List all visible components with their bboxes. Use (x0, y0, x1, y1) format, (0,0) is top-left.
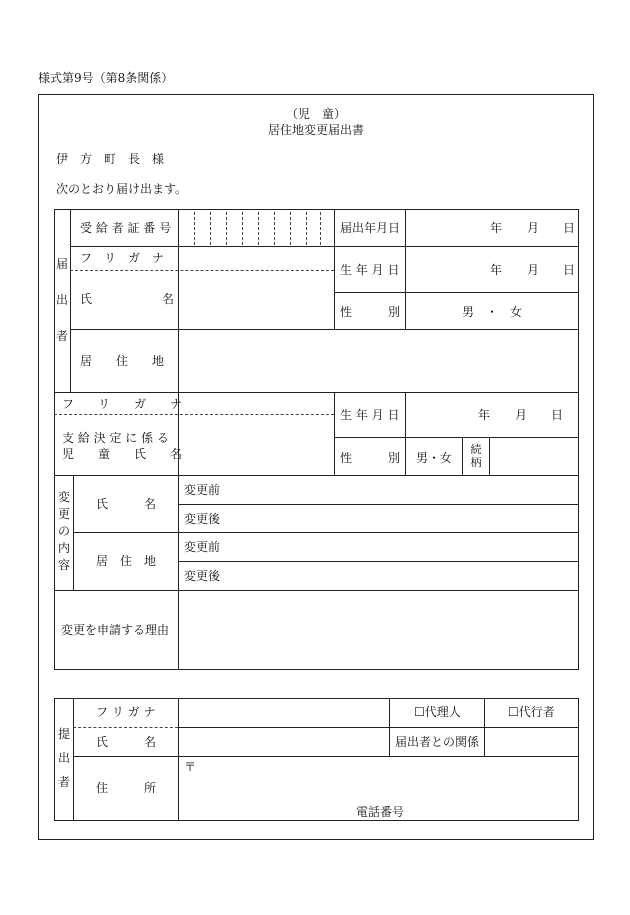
notifier-furigana-label: フ リ ガ ナ (80, 251, 165, 265)
agent-checkbox[interactable]: ☐代理人 (414, 705, 461, 719)
child-sex-options: 男・女 (416, 451, 453, 465)
relationship-to-notifier-label: 届出者との関係 (395, 735, 480, 749)
notifier-name-label-2: 名 (162, 292, 175, 306)
form-title: 居住地変更届出書 (267, 123, 364, 137)
cert-digit-divider (210, 212, 211, 245)
notifier-side-label: 届 出 者 (55, 257, 68, 343)
change-name-label: 氏 名 (96, 497, 157, 511)
table-divider (334, 392, 335, 475)
table-divider (73, 698, 74, 821)
table-divider (334, 292, 579, 293)
child-birthdate-label: 生 年 月 日 (340, 408, 400, 422)
table-divider (178, 561, 579, 562)
child-name-label-line1: 支 給 決 定 に 係 る (62, 431, 169, 445)
intro-text: 次のとおり届け出ます。 (56, 182, 188, 196)
notifier-sex-options: 男 ・ 女 (462, 305, 523, 319)
table-divider (405, 209, 406, 330)
name-after-label: 変更後 (184, 512, 221, 526)
cert-digit-divider (226, 212, 227, 245)
table-divider (178, 504, 579, 505)
submitter-name-label: 氏 名 (96, 735, 157, 749)
name-before-label: 変更前 (184, 483, 221, 497)
submitter-furigana-divider (73, 727, 178, 728)
child-name-label-line2: 児 童 氏 名 (62, 447, 183, 461)
title-sub: （児 童） (285, 107, 346, 121)
table-divider (178, 727, 579, 728)
table-divider (73, 756, 579, 757)
table-divider (178, 698, 179, 821)
table-divider (54, 590, 579, 591)
table-border (54, 698, 579, 699)
child-birth-unit-year: 年 (478, 408, 491, 422)
table-divider (54, 392, 579, 393)
cert-digit-divider (194, 212, 195, 245)
table-divider (489, 437, 490, 475)
recipient-cert-label: 受 給 者 証 番 号 (80, 221, 172, 235)
child-furigana-divider (54, 414, 334, 415)
proxy-checkbox[interactable]: ☐代行者 (508, 705, 555, 719)
table-divider (54, 475, 579, 476)
change-side-label: 変 更 の 内 容 (57, 490, 70, 572)
table-border (54, 820, 579, 821)
table-divider (70, 209, 71, 392)
furigana-divider (70, 270, 334, 271)
residence-after-label: 変更後 (184, 569, 221, 583)
notifier-sex-label: 性 別 (340, 305, 401, 319)
table-divider (70, 329, 579, 330)
reason-label: 変更を申請する理由 (61, 623, 170, 637)
table-divider (178, 209, 179, 670)
notifier-residence-label: 居 住 地 (80, 354, 165, 368)
table-divider (73, 532, 579, 533)
cert-digit-divider (258, 212, 259, 245)
date-unit-year: 年 (490, 221, 503, 235)
postal-mark: 〒 (184, 760, 197, 774)
table-divider (334, 209, 335, 330)
table-divider (462, 437, 463, 475)
table-divider (334, 437, 579, 438)
table-border (54, 209, 579, 210)
notifier-name-label-1: 氏 (80, 292, 93, 306)
cert-digit-divider (320, 212, 321, 245)
birth-unit-month: 月 (527, 263, 540, 277)
submitter-side-label: 提 出 者 (57, 727, 70, 789)
date-unit-month: 月 (527, 221, 540, 235)
form-frame (38, 94, 594, 840)
table-border (54, 669, 579, 670)
child-sex-label: 性 別 (340, 451, 401, 465)
table-divider (70, 246, 579, 247)
birth-unit-year: 年 (490, 263, 503, 277)
relationship-label: 続 柄 (470, 443, 482, 469)
table-divider (405, 392, 406, 475)
form-number: 様式第9号（第8条関係） (38, 71, 174, 85)
child-birth-unit-day: 日 (551, 408, 564, 422)
cert-digit-divider (242, 212, 243, 245)
notifier-birthdate-label: 生 年 月 日 (340, 263, 400, 277)
residence-before-label: 変更前 (184, 540, 221, 554)
change-residence-label: 居 住 地 (96, 554, 157, 568)
child-birth-unit-month: 月 (515, 408, 528, 422)
submitter-furigana-label: フ リ ガ ナ (96, 705, 156, 719)
phone-label: 電話番号 (356, 805, 405, 819)
cert-digit-divider (274, 212, 275, 245)
table-border (54, 698, 55, 821)
child-furigana-label: フ リ ガ ナ (62, 397, 183, 411)
cert-digit-divider (290, 212, 291, 245)
table-border (578, 209, 579, 670)
submitter-address-label: 住 所 (96, 781, 157, 795)
birth-unit-day: 日 (563, 263, 576, 277)
addressee: 伊 方 町 長 様 (56, 152, 165, 166)
cert-digit-divider (306, 212, 307, 245)
date-unit-day: 日 (563, 221, 576, 235)
notification-date-label: 届出年月日 (340, 221, 401, 235)
table-border (578, 698, 579, 821)
